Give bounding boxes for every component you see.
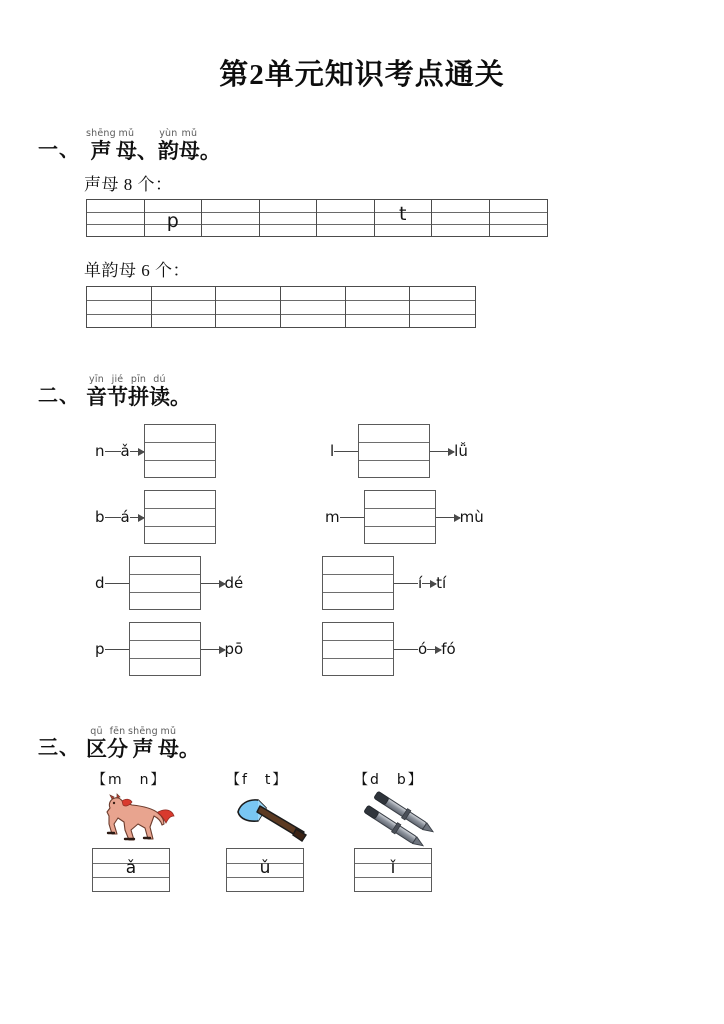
hanzi: 区	[86, 737, 107, 761]
blend-final: í	[418, 574, 423, 592]
blend-initial: b	[95, 508, 105, 526]
hanzi: 节	[107, 385, 128, 409]
blend-initial: l	[330, 442, 335, 460]
horse-image	[92, 790, 204, 848]
grid-letter: t	[399, 202, 407, 225]
grid-line	[130, 640, 200, 641]
grid-line	[152, 314, 216, 315]
blend-initial: n	[95, 442, 105, 460]
picture-item-3	[354, 770, 466, 892]
page-title: 第2单元知识考点通关	[219, 59, 505, 91]
section-2-title-ruby	[86, 374, 191, 409]
grid-line	[359, 442, 429, 443]
ruby-char	[86, 726, 107, 761]
ruby-char	[107, 374, 128, 409]
pinyin: pīn	[130, 374, 147, 385]
blend-result: dé	[224, 574, 244, 592]
grid-line	[365, 508, 435, 509]
shengmu-count-label: 声母 8 个：	[84, 175, 173, 194]
grid-line	[432, 224, 489, 225]
blend-row	[322, 556, 446, 610]
section-number-1: 一、	[38, 139, 80, 161]
connector-line	[394, 583, 418, 584]
grid-line	[152, 300, 216, 301]
answer-letter-3: ǐ	[390, 857, 396, 878]
hanzi: 分	[107, 737, 128, 761]
blend-row	[95, 622, 243, 676]
grid-cell[interactable]	[216, 287, 281, 327]
section-heading-1	[38, 128, 221, 163]
hanzi: 韵	[157, 139, 179, 163]
blend-row	[95, 556, 243, 610]
danyunmu-answer-grid[interactable]	[86, 286, 476, 328]
ruby-char	[179, 128, 200, 163]
blend-item	[95, 622, 243, 676]
ruby-char	[86, 374, 107, 409]
grid-line	[323, 574, 393, 575]
blend-answer-box[interactable]	[129, 622, 201, 676]
pinyin: fēn	[109, 726, 126, 737]
hanzi: 拼	[128, 385, 149, 409]
connector-line	[105, 583, 129, 584]
hanzi: 母	[178, 139, 200, 163]
grid-line	[260, 224, 317, 225]
grid-cell[interactable]	[87, 200, 145, 236]
hanzi: 母	[157, 737, 179, 761]
grid-line	[323, 640, 393, 641]
ruby-char	[158, 128, 179, 163]
blend-final: ó	[418, 640, 428, 658]
grid-line	[346, 300, 410, 301]
blend-answer-box[interactable]	[322, 556, 394, 610]
grid-line	[130, 592, 200, 593]
pinyin: shēng	[86, 128, 116, 139]
blend-item	[322, 556, 446, 610]
hanzi-separator: 、	[136, 139, 158, 163]
pinyin: shēng	[128, 726, 158, 737]
grid-cell[interactable]	[432, 200, 490, 236]
hanzi: 读	[149, 385, 170, 409]
blend-result: mù	[459, 508, 484, 526]
ruby-char	[86, 128, 116, 163]
grid-line	[260, 212, 317, 213]
pinyin: mǔ	[118, 128, 135, 139]
grid-line	[202, 212, 259, 213]
grid-line	[317, 212, 374, 213]
blend-item	[95, 556, 243, 610]
grid-line	[365, 526, 435, 527]
blend-answer-box[interactable]	[144, 424, 216, 478]
blend-initial: d	[95, 574, 105, 592]
grid-line	[281, 300, 345, 301]
blend-item	[322, 622, 456, 676]
blend-result: lǚ	[454, 442, 468, 460]
blend-row	[322, 622, 456, 676]
grid-line	[87, 212, 144, 213]
section-1-title-ruby	[86, 128, 221, 163]
connector-line	[394, 649, 418, 650]
axe-image	[226, 790, 338, 848]
arrow-icon	[427, 649, 441, 650]
grid-line	[317, 224, 374, 225]
grid-cell[interactable]	[375, 200, 433, 236]
pinyin: qū	[90, 726, 103, 737]
section-heading-3	[38, 726, 200, 761]
grid-line	[410, 300, 475, 301]
grid-line	[145, 526, 215, 527]
blend-answer-box[interactable]	[322, 622, 394, 676]
hanzi: 音	[86, 385, 107, 409]
grid-cell[interactable]	[202, 200, 260, 236]
grid-letter: p	[166, 209, 179, 232]
ruby-char	[149, 374, 170, 409]
blend-row	[95, 424, 216, 478]
ruby-char	[116, 128, 137, 163]
pinyin: yīn	[89, 374, 104, 385]
grid-line	[323, 658, 393, 659]
answer-letter-1: ǎ	[125, 857, 137, 878]
heading-period: 。	[178, 737, 200, 761]
pinyin: mǔ	[160, 726, 177, 737]
shengmu-answer-grid[interactable]	[86, 199, 548, 237]
grid-line	[432, 212, 489, 213]
grid-line	[87, 224, 144, 225]
grid-cell[interactable]	[490, 200, 548, 236]
blend-result: fó	[441, 640, 456, 658]
hanzi: 母	[115, 139, 137, 163]
connector-line	[105, 451, 121, 452]
blend-item	[325, 490, 484, 544]
ruby-char	[107, 726, 128, 761]
grid-line	[216, 300, 280, 301]
pinyin: yùn	[159, 128, 178, 139]
blend-item	[95, 490, 216, 544]
connector-line	[334, 451, 358, 452]
grid-line	[346, 314, 410, 315]
blend-row	[325, 490, 484, 544]
pinyin: jié	[111, 374, 124, 385]
blend-final: á	[120, 508, 130, 526]
grid-cell[interactable]	[346, 287, 411, 327]
bracket-label-3: 【d b】	[354, 772, 424, 788]
grid-cell[interactable]	[410, 287, 475, 327]
grid-line	[87, 314, 151, 315]
blend-answer-box[interactable]	[144, 490, 216, 544]
grid-cell[interactable]	[281, 287, 346, 327]
arrow-icon	[422, 583, 436, 584]
picture-item-2	[226, 770, 338, 892]
section-number-2: 二、	[38, 385, 80, 407]
grid-cell[interactable]	[87, 287, 152, 327]
grid-line	[145, 442, 215, 443]
arrow-icon	[130, 517, 144, 518]
blend-answer-box[interactable]	[364, 490, 436, 544]
blend-answer-box[interactable]	[129, 556, 201, 610]
danyunmu-count-label: 单韵母 6 个：	[84, 261, 190, 280]
answer-grid-3[interactable]	[354, 848, 432, 892]
blend-initial: p	[95, 640, 105, 658]
ruby-char	[128, 726, 158, 761]
grid-line	[490, 212, 548, 213]
blend-answer-box[interactable]	[358, 424, 430, 478]
arrow-icon	[201, 649, 225, 650]
ruby-char	[128, 374, 149, 409]
grid-line	[130, 574, 200, 575]
grid-line	[216, 314, 280, 315]
arrow-icon	[436, 517, 460, 518]
grid-line	[202, 224, 259, 225]
picture-item-1	[92, 770, 204, 892]
answer-letter-2: ǔ	[259, 857, 271, 878]
grid-line	[410, 314, 475, 315]
pinyin: dú	[153, 374, 166, 385]
arrow-icon	[430, 451, 454, 452]
grid-cell[interactable]	[152, 287, 217, 327]
section-heading-2	[38, 374, 191, 409]
ruby-char	[158, 726, 179, 761]
bracket-label-1: 【m n】	[92, 772, 167, 788]
heading-period: 。	[199, 139, 221, 163]
grid-cell[interactable]	[145, 200, 203, 236]
blend-item	[95, 424, 216, 478]
blend-row	[95, 490, 216, 544]
blend-result: pō	[224, 640, 244, 658]
arrow-icon	[130, 451, 144, 452]
grid-line	[490, 224, 548, 225]
hanzi: 声	[132, 737, 154, 761]
grid-line	[281, 314, 345, 315]
pens-image	[354, 790, 466, 848]
bracket-label-2: 【f t】	[226, 772, 289, 788]
answer-grid-2[interactable]	[226, 848, 304, 892]
grid-line	[323, 592, 393, 593]
grid-line	[359, 460, 429, 461]
blend-initial: m	[325, 508, 340, 526]
connector-line	[105, 517, 121, 518]
grid-cell[interactable]	[317, 200, 375, 236]
grid-line	[87, 300, 151, 301]
grid-line	[145, 508, 215, 509]
blend-item	[330, 424, 468, 478]
connector-line	[105, 649, 129, 650]
blend-row	[330, 424, 468, 478]
hanzi: 声	[90, 139, 112, 163]
arrow-icon	[201, 583, 225, 584]
section-number-3: 三、	[38, 737, 80, 759]
blend-result: tí	[436, 574, 447, 592]
blend-final: ǎ	[120, 442, 130, 460]
grid-cell[interactable]	[260, 200, 318, 236]
connector-line	[340, 517, 364, 518]
section-3-title-ruby	[86, 726, 200, 761]
grid-line	[130, 658, 200, 659]
heading-period: 。	[170, 385, 191, 409]
pinyin: mǔ	[181, 128, 198, 139]
answer-grid-1[interactable]	[92, 848, 170, 892]
grid-line	[145, 460, 215, 461]
